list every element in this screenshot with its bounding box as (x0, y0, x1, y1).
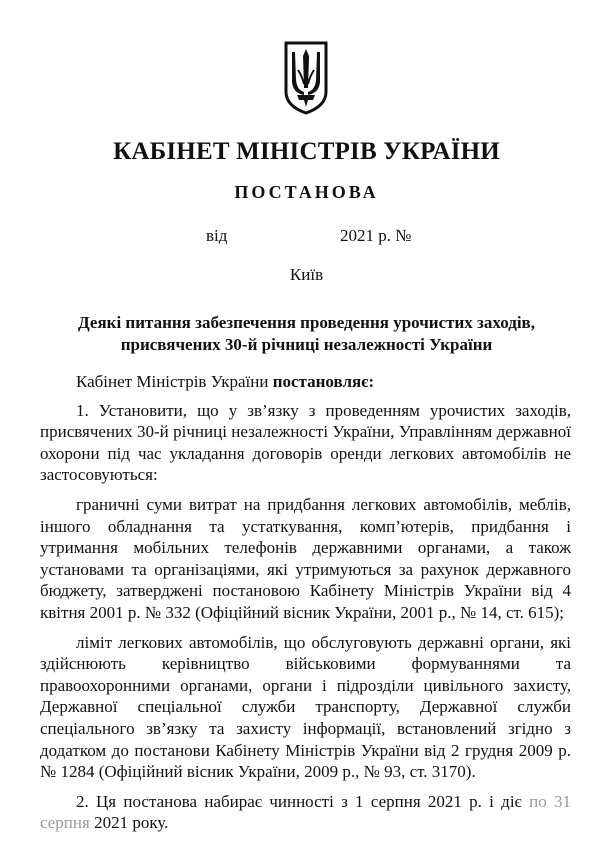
paragraph-1: 1. Установити, що у зв’язку з проведенням урочистих заходів, присвячених 30-й річниці незалежності України, Управлінням державної охорони під час укладання договорів оренди легкових автомобілів не застосовуються: (40, 400, 571, 485)
date-from-label: від (206, 226, 228, 245)
document-type-title: ПОСТАНОВА (234, 182, 379, 202)
resolution-heading (40, 312, 573, 356)
intro-paragraph (40, 371, 571, 393)
city-label: Київ (289, 265, 324, 284)
paragraph-4-main: 2. Ця постанова набирає чинності з 1 серпня 2021 р. і діє (76, 791, 530, 811)
intro-text: Кабінет Міністрів України (76, 372, 273, 391)
document-body (40, 371, 571, 842)
trident-emblem-icon (283, 40, 329, 116)
date-year-number: 2021 р. № (340, 226, 412, 245)
paragraph-3: ліміт легкових автомобілів, що обслуговують державні органи, які здійснюють керівництво військовими формуваннями та правоохоронними органами, органи і підрозділи цивільного захисту, Державної спеціальної служби транспорту, Державної служби спеціального зв’язку та захисту інформації, встановлений згідно з додатком до постанови Кабінету Міністрів України від 2 грудня 2009 р. № 1284 (Офіційний вісник України, 2009 р., № 93, ст. 3170). (40, 632, 571, 782)
document-issuer-title: КАБІНЕТ МІНІСТРІВ УКРАЇНИ (113, 138, 500, 165)
paragraph-4-end: 2021 року. (89, 813, 169, 833)
paragraph-2: граничні суми витрат на придбання легкових автомобілів, меблів, іншого обладнання та устаткування, комп’ютерів, придбання і утримання мобільних телефонів державними органами, а також установами та організаціями, які утримуються за рахунок державного бюджету, затверджені постановою Кабінету Міністрів України від 4 квітня 2001 р. № 332 (Офіційний вісник України, 2001 р., № 14, ст. 615); (40, 494, 571, 622)
intro-decision-word: постановляє: (272, 372, 375, 391)
paragraph-4-faded-text: по 31 серпня (40, 791, 571, 833)
heading-line-1: Деякі питання забезпечення проведення урочистих заходів, (78, 313, 535, 332)
paragraph-4 (40, 791, 571, 834)
heading-line-2: присвячених 30-й річниці незалежності України (120, 335, 493, 354)
